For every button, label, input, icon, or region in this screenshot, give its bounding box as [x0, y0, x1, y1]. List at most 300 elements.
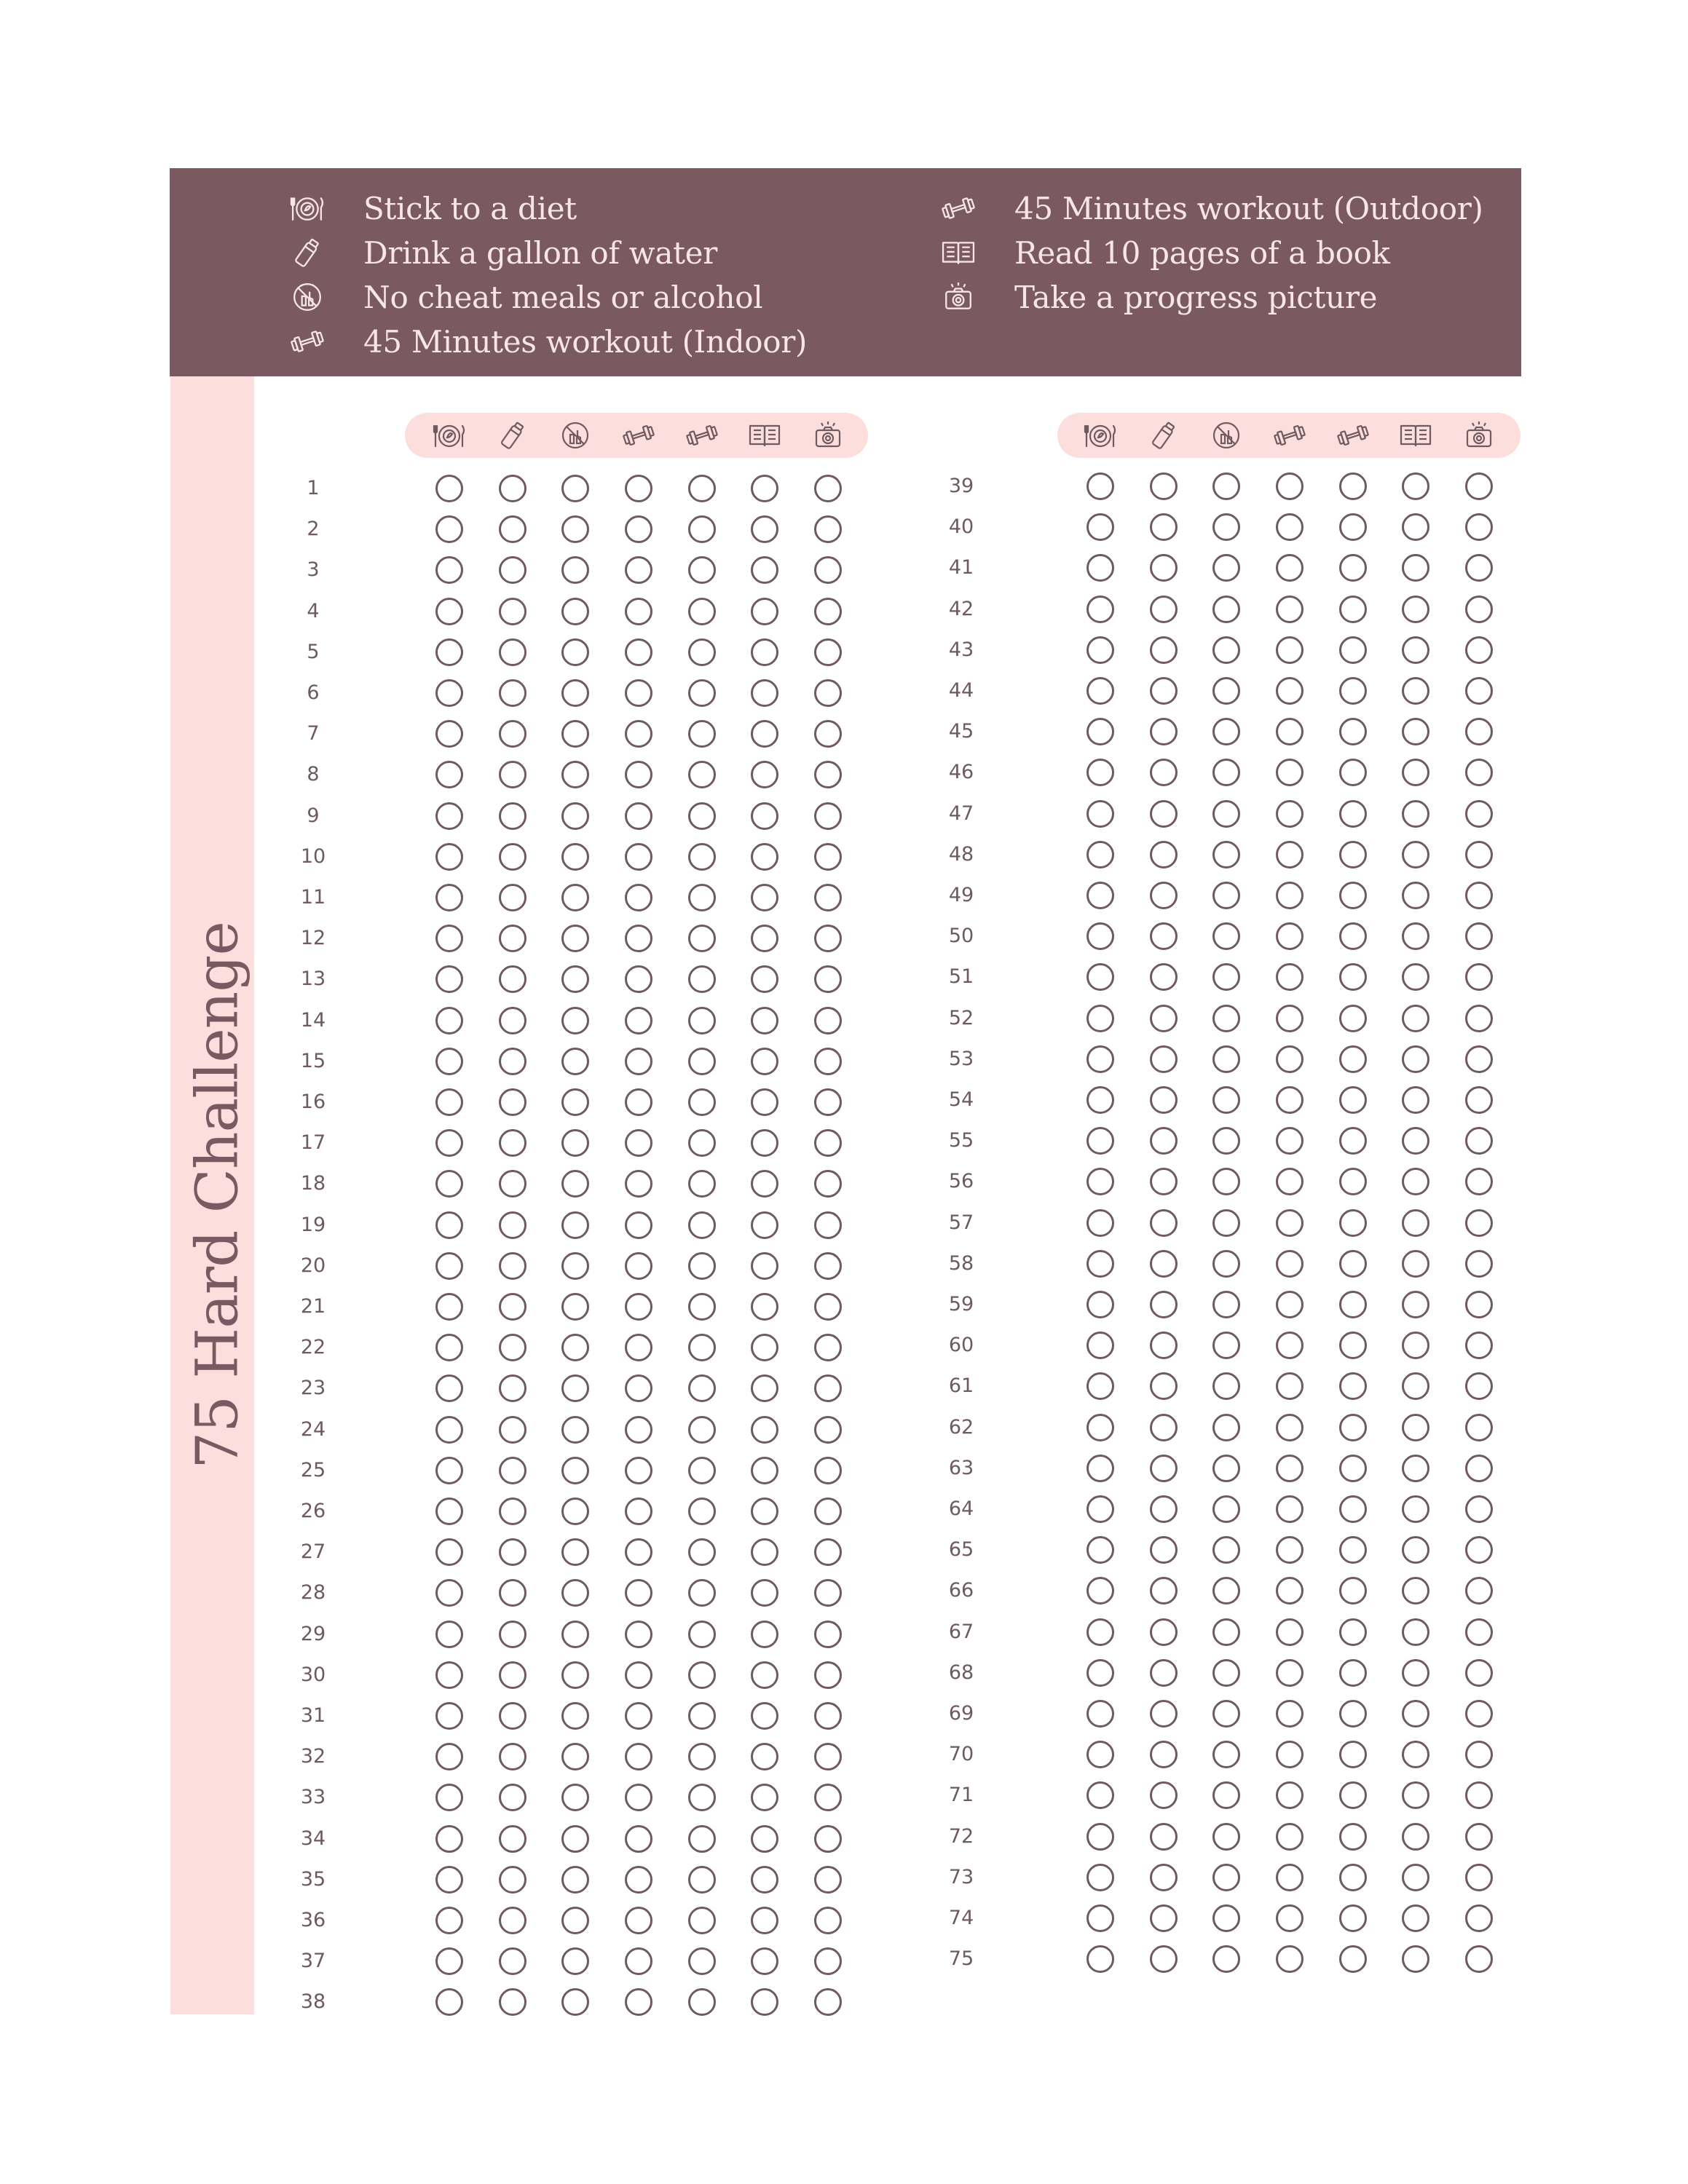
checkbox-water-bottle[interactable] [499, 884, 526, 911]
checkbox-plate[interactable] [1086, 841, 1114, 869]
checkbox-dumbbell[interactable] [688, 679, 716, 707]
checkbox-dumbbell[interactable] [688, 598, 716, 625]
checkbox-no-alcohol[interactable] [1212, 1250, 1240, 1278]
checkbox-dumbbell[interactable] [1339, 1945, 1367, 1973]
checkbox-dumbbell[interactable] [688, 965, 716, 993]
checkbox-dumbbell[interactable] [1276, 1618, 1304, 1646]
checkbox-dumbbell[interactable] [625, 1579, 652, 1607]
checkbox-book[interactable] [1402, 1741, 1429, 1768]
checkbox-dumbbell[interactable] [1339, 800, 1367, 828]
checkbox-no-alcohol[interactable] [561, 1007, 589, 1034]
checkbox-no-alcohol[interactable] [1212, 1700, 1240, 1728]
checkbox-water-bottle[interactable] [499, 1170, 526, 1198]
checkbox-dumbbell[interactable] [1276, 1291, 1304, 1318]
checkbox-dumbbell[interactable] [688, 1170, 716, 1198]
checkbox-dumbbell[interactable] [1276, 1945, 1304, 1973]
checkbox-no-alcohol[interactable] [561, 598, 589, 625]
checkbox-camera[interactable] [1465, 1455, 1493, 1482]
checkbox-dumbbell[interactable] [1339, 963, 1367, 991]
checkbox-dumbbell[interactable] [1339, 1005, 1367, 1032]
checkbox-dumbbell[interactable] [1339, 596, 1367, 623]
checkbox-camera[interactable] [1465, 472, 1493, 500]
checkbox-dumbbell[interactable] [1276, 472, 1304, 500]
checkbox-plate[interactable] [1086, 1618, 1114, 1646]
checkbox-plate[interactable] [435, 1211, 463, 1239]
checkbox-book[interactable] [751, 556, 778, 584]
checkbox-no-alcohol[interactable] [1212, 1495, 1240, 1523]
checkbox-no-alcohol[interactable] [1212, 1209, 1240, 1237]
checkbox-no-alcohol[interactable] [561, 1825, 589, 1853]
checkbox-plate[interactable] [435, 884, 463, 911]
checkbox-dumbbell[interactable] [1339, 759, 1367, 786]
checkbox-plate[interactable] [435, 679, 463, 707]
checkbox-dumbbell[interactable] [1339, 1577, 1367, 1605]
checkbox-dumbbell[interactable] [1276, 1250, 1304, 1278]
checkbox-water-bottle[interactable] [1150, 963, 1178, 991]
checkbox-plate[interactable] [1086, 1168, 1114, 1195]
checkbox-no-alcohol[interactable] [1212, 841, 1240, 869]
checkbox-water-bottle[interactable] [499, 1007, 526, 1034]
checkbox-book[interactable] [1402, 718, 1429, 745]
checkbox-camera[interactable] [1465, 1045, 1493, 1073]
checkbox-camera[interactable] [814, 1048, 842, 1075]
checkbox-dumbbell[interactable] [1276, 1045, 1304, 1073]
checkbox-book[interactable] [751, 802, 778, 830]
checkbox-plate[interactable] [1086, 1086, 1114, 1114]
checkbox-water-bottle[interactable] [1150, 1945, 1178, 1973]
checkbox-book[interactable] [751, 1988, 778, 2016]
checkbox-water-bottle[interactable] [1150, 636, 1178, 664]
checkbox-dumbbell[interactable] [1276, 677, 1304, 705]
checkbox-dumbbell[interactable] [688, 1947, 716, 1975]
checkbox-dumbbell[interactable] [688, 1252, 716, 1280]
checkbox-dumbbell[interactable] [1339, 1086, 1367, 1114]
checkbox-plate[interactable] [435, 843, 463, 871]
checkbox-water-bottle[interactable] [499, 843, 526, 871]
checkbox-book[interactable] [751, 1784, 778, 1811]
checkbox-plate[interactable] [1086, 882, 1114, 909]
checkbox-dumbbell[interactable] [688, 1621, 716, 1648]
checkbox-water-bottle[interactable] [1150, 1455, 1178, 1482]
checkbox-dumbbell[interactable] [688, 1825, 716, 1853]
checkbox-dumbbell[interactable] [1276, 759, 1304, 786]
checkbox-no-alcohol[interactable] [561, 1538, 589, 1566]
checkbox-plate[interactable] [1086, 922, 1114, 950]
checkbox-no-alcohol[interactable] [561, 1947, 589, 1975]
checkbox-camera[interactable] [814, 1374, 842, 1402]
checkbox-no-alcohol[interactable] [561, 1784, 589, 1811]
checkbox-book[interactable] [1402, 1332, 1429, 1359]
checkbox-dumbbell[interactable] [1276, 1005, 1304, 1032]
checkbox-no-alcohol[interactable] [561, 1988, 589, 2016]
checkbox-water-bottle[interactable] [499, 1211, 526, 1239]
checkbox-dumbbell[interactable] [1276, 800, 1304, 828]
checkbox-book[interactable] [751, 1825, 778, 1853]
checkbox-water-bottle[interactable] [499, 1784, 526, 1811]
checkbox-no-alcohol[interactable] [561, 679, 589, 707]
checkbox-book[interactable] [751, 1170, 778, 1198]
checkbox-dumbbell[interactable] [625, 1907, 652, 1934]
checkbox-camera[interactable] [1465, 1209, 1493, 1237]
checkbox-book[interactable] [1402, 554, 1429, 582]
checkbox-no-alcohol[interactable] [1212, 1372, 1240, 1400]
checkbox-camera[interactable] [1465, 1577, 1493, 1605]
checkbox-water-bottle[interactable] [1150, 1045, 1178, 1073]
checkbox-book[interactable] [1402, 1659, 1429, 1687]
checkbox-camera[interactable] [1465, 1741, 1493, 1768]
checkbox-no-alcohol[interactable] [561, 1211, 589, 1239]
checkbox-water-bottle[interactable] [499, 1866, 526, 1894]
checkbox-dumbbell[interactable] [688, 638, 716, 666]
checkbox-no-alcohol[interactable] [561, 1252, 589, 1280]
checkbox-plate[interactable] [1086, 800, 1114, 828]
checkbox-camera[interactable] [1465, 1781, 1493, 1809]
checkbox-camera[interactable] [814, 1170, 842, 1198]
checkbox-dumbbell[interactable] [1276, 554, 1304, 582]
checkbox-no-alcohol[interactable] [1212, 1086, 1240, 1114]
checkbox-dumbbell[interactable] [1339, 1045, 1367, 1073]
checkbox-water-bottle[interactable] [1150, 800, 1178, 828]
checkbox-water-bottle[interactable] [499, 1947, 526, 1975]
checkbox-book[interactable] [751, 1334, 778, 1361]
checkbox-water-bottle[interactable] [1150, 1700, 1178, 1728]
checkbox-dumbbell[interactable] [625, 1457, 652, 1484]
checkbox-no-alcohol[interactable] [561, 1866, 589, 1894]
checkbox-no-alcohol[interactable] [1212, 1618, 1240, 1646]
checkbox-camera[interactable] [814, 1211, 842, 1239]
checkbox-book[interactable] [751, 1907, 778, 1934]
checkbox-dumbbell[interactable] [1339, 513, 1367, 541]
checkbox-dumbbell[interactable] [1339, 841, 1367, 869]
checkbox-dumbbell[interactable] [688, 802, 716, 830]
checkbox-plate[interactable] [435, 1416, 463, 1444]
checkbox-plate[interactable] [435, 1579, 463, 1607]
checkbox-book[interactable] [1402, 1005, 1429, 1032]
checkbox-water-bottle[interactable] [499, 802, 526, 830]
checkbox-no-alcohol[interactable] [561, 1743, 589, 1770]
checkbox-no-alcohol[interactable] [561, 556, 589, 584]
checkbox-plate[interactable] [1086, 554, 1114, 582]
checkbox-dumbbell[interactable] [625, 884, 652, 911]
checkbox-dumbbell[interactable] [625, 1374, 652, 1402]
checkbox-water-bottle[interactable] [1150, 1781, 1178, 1809]
checkbox-book[interactable] [751, 843, 778, 871]
checkbox-dumbbell[interactable] [688, 556, 716, 584]
checkbox-book[interactable] [751, 1538, 778, 1566]
checkbox-camera[interactable] [814, 1088, 842, 1116]
checkbox-water-bottle[interactable] [1150, 759, 1178, 786]
checkbox-book[interactable] [751, 1252, 778, 1280]
checkbox-dumbbell[interactable] [1276, 963, 1304, 991]
checkbox-book[interactable] [751, 598, 778, 625]
checkbox-dumbbell[interactable] [625, 1293, 652, 1321]
checkbox-dumbbell[interactable] [1276, 636, 1304, 664]
checkbox-dumbbell[interactable] [1339, 636, 1367, 664]
checkbox-camera[interactable] [1465, 1495, 1493, 1523]
checkbox-no-alcohol[interactable] [561, 761, 589, 788]
checkbox-dumbbell[interactable] [625, 638, 652, 666]
checkbox-water-bottle[interactable] [499, 1621, 526, 1648]
checkbox-plate[interactable] [1086, 1372, 1114, 1400]
checkbox-water-bottle[interactable] [1150, 1127, 1178, 1155]
checkbox-book[interactable] [1402, 1700, 1429, 1728]
checkbox-water-bottle[interactable] [499, 1252, 526, 1280]
checkbox-plate[interactable] [435, 1743, 463, 1770]
checkbox-camera[interactable] [814, 1538, 842, 1566]
checkbox-camera[interactable] [1465, 1904, 1493, 1932]
checkbox-plate[interactable] [1086, 513, 1114, 541]
checkbox-plate[interactable] [435, 1048, 463, 1075]
checkbox-plate[interactable] [1086, 1005, 1114, 1032]
checkbox-water-bottle[interactable] [1150, 1536, 1178, 1564]
checkbox-dumbbell[interactable] [688, 1416, 716, 1444]
checkbox-camera[interactable] [814, 1579, 842, 1607]
checkbox-water-bottle[interactable] [1150, 1332, 1178, 1359]
checkbox-dumbbell[interactable] [1276, 1127, 1304, 1155]
checkbox-no-alcohol[interactable] [1212, 1577, 1240, 1605]
checkbox-camera[interactable] [1465, 1536, 1493, 1564]
checkbox-dumbbell[interactable] [1339, 1904, 1367, 1932]
checkbox-camera[interactable] [814, 515, 842, 543]
checkbox-camera[interactable] [814, 1988, 842, 2016]
checkbox-book[interactable] [1402, 636, 1429, 664]
checkbox-book[interactable] [1402, 1577, 1429, 1605]
checkbox-dumbbell[interactable] [688, 1538, 716, 1566]
checkbox-dumbbell[interactable] [625, 1170, 652, 1198]
checkbox-camera[interactable] [1465, 1823, 1493, 1851]
checkbox-water-bottle[interactable] [499, 515, 526, 543]
checkbox-book[interactable] [751, 638, 778, 666]
checkbox-dumbbell[interactable] [1339, 1864, 1367, 1891]
checkbox-camera[interactable] [1465, 1250, 1493, 1278]
checkbox-water-bottle[interactable] [499, 1048, 526, 1075]
checkbox-book[interactable] [751, 1866, 778, 1894]
checkbox-dumbbell[interactable] [1339, 1414, 1367, 1441]
checkbox-no-alcohol[interactable] [1212, 1741, 1240, 1768]
checkbox-water-bottle[interactable] [1150, 677, 1178, 705]
checkbox-book[interactable] [751, 515, 778, 543]
checkbox-no-alcohol[interactable] [1212, 554, 1240, 582]
checkbox-plate[interactable] [435, 1088, 463, 1116]
checkbox-plate[interactable] [435, 1334, 463, 1361]
checkbox-plate[interactable] [435, 1866, 463, 1894]
checkbox-book[interactable] [751, 1661, 778, 1689]
checkbox-camera[interactable] [1465, 882, 1493, 909]
checkbox-no-alcohol[interactable] [1212, 963, 1240, 991]
checkbox-water-bottle[interactable] [1150, 1414, 1178, 1441]
checkbox-no-alcohol[interactable] [1212, 922, 1240, 950]
checkbox-book[interactable] [1402, 1168, 1429, 1195]
checkbox-no-alcohol[interactable] [1212, 759, 1240, 786]
checkbox-no-alcohol[interactable] [1212, 1127, 1240, 1155]
checkbox-water-bottle[interactable] [499, 761, 526, 788]
checkbox-water-bottle[interactable] [499, 598, 526, 625]
checkbox-camera[interactable] [814, 1661, 842, 1689]
checkbox-plate[interactable] [435, 720, 463, 748]
checkbox-no-alcohol[interactable] [561, 843, 589, 871]
checkbox-dumbbell[interactable] [625, 1784, 652, 1811]
checkbox-no-alcohol[interactable] [1212, 1945, 1240, 1973]
checkbox-dumbbell[interactable] [688, 1007, 716, 1034]
checkbox-camera[interactable] [1465, 1659, 1493, 1687]
checkbox-plate[interactable] [1086, 472, 1114, 500]
checkbox-no-alcohol[interactable] [561, 1497, 589, 1525]
checkbox-plate[interactable] [1086, 1577, 1114, 1605]
checkbox-plate[interactable] [435, 802, 463, 830]
checkbox-plate[interactable] [435, 1784, 463, 1811]
checkbox-water-bottle[interactable] [1150, 1250, 1178, 1278]
checkbox-camera[interactable] [814, 1743, 842, 1770]
checkbox-dumbbell[interactable] [625, 1252, 652, 1280]
checkbox-water-bottle[interactable] [499, 1416, 526, 1444]
checkbox-dumbbell[interactable] [688, 1334, 716, 1361]
checkbox-plate[interactable] [435, 515, 463, 543]
checkbox-water-bottle[interactable] [499, 679, 526, 707]
checkbox-dumbbell[interactable] [625, 1866, 652, 1894]
checkbox-dumbbell[interactable] [625, 1538, 652, 1566]
checkbox-book[interactable] [751, 1048, 778, 1075]
checkbox-book[interactable] [1402, 1086, 1429, 1114]
checkbox-camera[interactable] [1465, 1291, 1493, 1318]
checkbox-plate[interactable] [1086, 1291, 1114, 1318]
checkbox-camera[interactable] [1465, 922, 1493, 950]
checkbox-water-bottle[interactable] [1150, 841, 1178, 869]
checkbox-water-bottle[interactable] [1150, 596, 1178, 623]
checkbox-book[interactable] [1402, 1455, 1429, 1482]
checkbox-water-bottle[interactable] [499, 1702, 526, 1730]
checkbox-book[interactable] [1402, 922, 1429, 950]
checkbox-water-bottle[interactable] [499, 1907, 526, 1934]
checkbox-book[interactable] [751, 1129, 778, 1157]
checkbox-book[interactable] [1402, 1250, 1429, 1278]
checkbox-plate[interactable] [1086, 1250, 1114, 1278]
checkbox-camera[interactable] [814, 843, 842, 871]
checkbox-book[interactable] [1402, 1372, 1429, 1400]
checkbox-no-alcohol[interactable] [1212, 1045, 1240, 1073]
checkbox-water-bottle[interactable] [499, 1538, 526, 1566]
checkbox-camera[interactable] [1465, 1372, 1493, 1400]
checkbox-no-alcohol[interactable] [561, 1374, 589, 1402]
checkbox-water-bottle[interactable] [1150, 1005, 1178, 1032]
checkbox-book[interactable] [751, 1497, 778, 1525]
checkbox-camera[interactable] [1465, 636, 1493, 664]
checkbox-book[interactable] [1402, 677, 1429, 705]
checkbox-water-bottle[interactable] [499, 1579, 526, 1607]
checkbox-water-bottle[interactable] [499, 1743, 526, 1770]
checkbox-dumbbell[interactable] [625, 802, 652, 830]
checkbox-plate[interactable] [435, 965, 463, 993]
checkbox-dumbbell[interactable] [625, 1088, 652, 1116]
checkbox-book[interactable] [1402, 882, 1429, 909]
checkbox-water-bottle[interactable] [1150, 1741, 1178, 1768]
checkbox-plate[interactable] [435, 1988, 463, 2016]
checkbox-dumbbell[interactable] [1339, 1700, 1367, 1728]
checkbox-dumbbell[interactable] [1276, 513, 1304, 541]
checkbox-dumbbell[interactable] [1339, 1291, 1367, 1318]
checkbox-plate[interactable] [435, 475, 463, 502]
checkbox-dumbbell[interactable] [1339, 1659, 1367, 1687]
checkbox-no-alcohol[interactable] [1212, 1414, 1240, 1441]
checkbox-camera[interactable] [1465, 963, 1493, 991]
checkbox-dumbbell[interactable] [688, 720, 716, 748]
checkbox-book[interactable] [751, 1416, 778, 1444]
checkbox-water-bottle[interactable] [1150, 1659, 1178, 1687]
checkbox-camera[interactable] [814, 720, 842, 748]
checkbox-no-alcohol[interactable] [561, 1129, 589, 1157]
checkbox-camera[interactable] [1465, 513, 1493, 541]
checkbox-dumbbell[interactable] [1276, 1781, 1304, 1809]
checkbox-book[interactable] [1402, 472, 1429, 500]
checkbox-book[interactable] [751, 1457, 778, 1484]
checkbox-dumbbell[interactable] [1339, 1209, 1367, 1237]
checkbox-water-bottle[interactable] [499, 556, 526, 584]
checkbox-no-alcohol[interactable] [1212, 718, 1240, 745]
checkbox-no-alcohol[interactable] [561, 1621, 589, 1648]
checkbox-plate[interactable] [1086, 1045, 1114, 1073]
checkbox-plate[interactable] [1086, 1332, 1114, 1359]
checkbox-plate[interactable] [435, 1907, 463, 1934]
checkbox-camera[interactable] [814, 1457, 842, 1484]
checkbox-no-alcohol[interactable] [561, 1702, 589, 1730]
checkbox-plate[interactable] [435, 1538, 463, 1566]
checkbox-plate[interactable] [435, 1661, 463, 1689]
checkbox-dumbbell[interactable] [625, 1661, 652, 1689]
checkbox-plate[interactable] [435, 556, 463, 584]
checkbox-water-bottle[interactable] [499, 1825, 526, 1853]
checkbox-dumbbell[interactable] [1339, 1741, 1367, 1768]
checkbox-no-alcohol[interactable] [1212, 596, 1240, 623]
checkbox-book[interactable] [1402, 1536, 1429, 1564]
checkbox-dumbbell[interactable] [1339, 922, 1367, 950]
checkbox-water-bottle[interactable] [499, 965, 526, 993]
checkbox-no-alcohol[interactable] [561, 1579, 589, 1607]
checkbox-water-bottle[interactable] [1150, 1086, 1178, 1114]
checkbox-dumbbell[interactable] [625, 1497, 652, 1525]
checkbox-dumbbell[interactable] [1276, 1864, 1304, 1891]
checkbox-dumbbell[interactable] [688, 925, 716, 952]
checkbox-water-bottle[interactable] [1150, 1904, 1178, 1932]
checkbox-dumbbell[interactable] [625, 1211, 652, 1239]
checkbox-no-alcohol[interactable] [561, 1088, 589, 1116]
checkbox-dumbbell[interactable] [688, 1784, 716, 1811]
checkbox-dumbbell[interactable] [688, 1211, 716, 1239]
checkbox-water-bottle[interactable] [499, 1293, 526, 1321]
checkbox-water-bottle[interactable] [1150, 513, 1178, 541]
checkbox-no-alcohol[interactable] [561, 884, 589, 911]
checkbox-no-alcohol[interactable] [1212, 1005, 1240, 1032]
checkbox-no-alcohol[interactable] [561, 1334, 589, 1361]
checkbox-dumbbell[interactable] [625, 1416, 652, 1444]
checkbox-camera[interactable] [1465, 1618, 1493, 1646]
checkbox-book[interactable] [751, 1621, 778, 1648]
checkbox-no-alcohol[interactable] [1212, 472, 1240, 500]
checkbox-book[interactable] [1402, 1904, 1429, 1932]
checkbox-water-bottle[interactable] [1150, 1495, 1178, 1523]
checkbox-camera[interactable] [1465, 1945, 1493, 1973]
checkbox-no-alcohol[interactable] [561, 475, 589, 502]
checkbox-book[interactable] [1402, 1045, 1429, 1073]
checkbox-no-alcohol[interactable] [1212, 1332, 1240, 1359]
checkbox-plate[interactable] [435, 1457, 463, 1484]
checkbox-book[interactable] [751, 1743, 778, 1770]
checkbox-dumbbell[interactable] [1276, 1455, 1304, 1482]
checkbox-book[interactable] [1402, 1127, 1429, 1155]
checkbox-book[interactable] [751, 1007, 778, 1034]
checkbox-camera[interactable] [814, 1907, 842, 1934]
checkbox-plate[interactable] [435, 638, 463, 666]
checkbox-camera[interactable] [814, 1129, 842, 1157]
checkbox-dumbbell[interactable] [688, 1374, 716, 1402]
